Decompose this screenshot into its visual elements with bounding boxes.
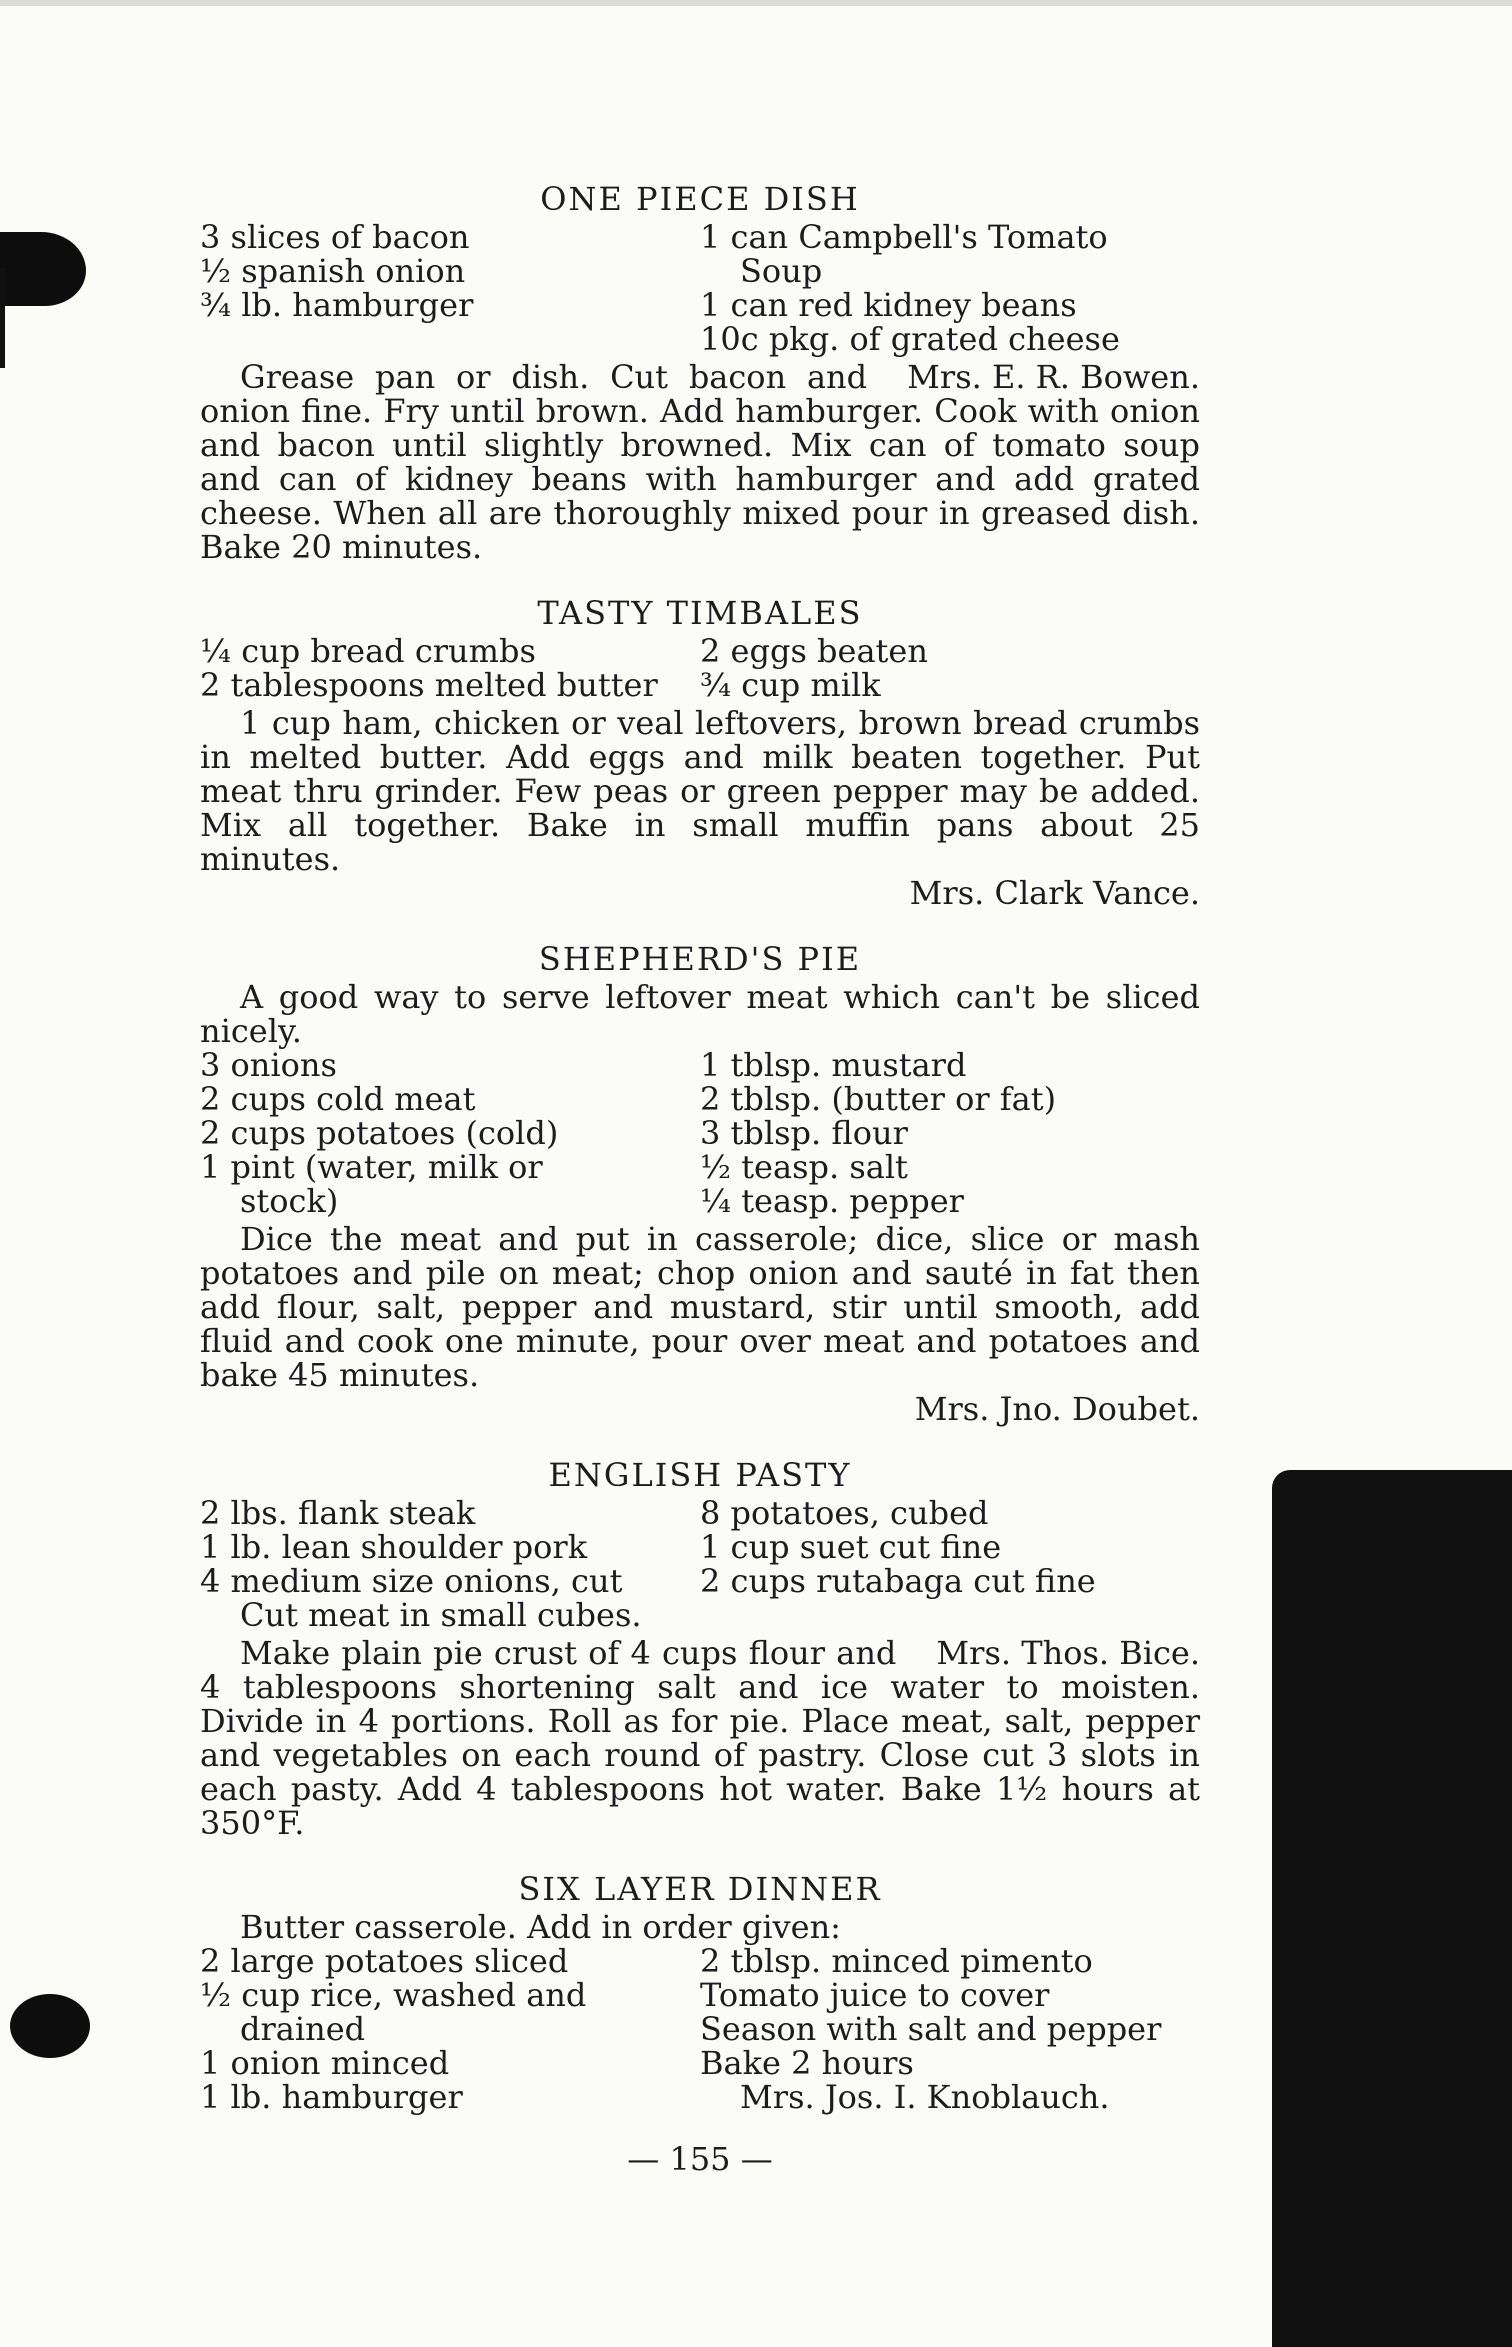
ingredient: 1 onion minced [200, 2044, 450, 2082]
ingredient: 1 lb. hamburger [200, 2078, 463, 2116]
recipe-author: Mrs. Clark Vance. [909, 874, 1200, 912]
recipe-instructions: 1 cup ham, chicken or veal leftovers, brown bread crumbs in melted butter. Add eggs and milk beaten together. Put meat thru grinder. Few peas or green pepper may be added. Mix all together. Bake in small muffin pans about 25 minutes. [200, 704, 1200, 878]
ingredient: stock) [240, 1182, 339, 1220]
ingredient: 2 tablespoons melted butter [200, 666, 658, 704]
ingredient: 2 cups rutabaga cut fine [700, 1562, 1096, 1600]
recipe-instructions: Dice the meat and put in casserole; dice, slice or mash potatoes and pile on meat; chop onion and sauté in fat then add flour, salt, pepper and mustard, stir until smooth, add fluid and cook one minute, pour over meat and potatoes and bake 45 minutes. [200, 1220, 1200, 1394]
recipe-english-pasty [200, 1458, 1200, 1840]
ingredient-list [200, 1496, 1200, 1598]
ink-blot-top [0, 232, 86, 306]
ingredient: Bake 2 hours [700, 2044, 914, 2082]
ingredient-list [200, 634, 1200, 702]
ingredient: 2 eggs beaten [700, 632, 928, 670]
recipe-one-piece-dish [200, 182, 1200, 564]
ingredient: ¼ cup bread crumbs [200, 632, 536, 670]
ingredient: 4 medium size onions, cut [200, 1562, 623, 1600]
ingredient-list [200, 220, 1200, 356]
recipe-title: ENGLISH PASTY [548, 1456, 852, 1494]
scan-shadow [1272, 1470, 1512, 2347]
page-top-edge [0, 0, 1512, 6]
ingredient: 1 pint (water, milk or [200, 1148, 543, 1186]
ingredient: 1 cup suet cut fine [700, 1528, 1002, 1566]
ingredient: ¾ cup milk [700, 666, 881, 704]
recipe-author: Mrs. Jos. I. Knoblauch. [740, 2078, 1110, 2116]
ingredient: 1 lb. lean shoulder pork [200, 1528, 588, 1566]
instructions-text: Grease pan or dish. Cut bacon and onion fine. Fry until brown. Add hamburger. Cook with onion and bacon until slightly browned. Mix can of tomato soup and can of kidney beans with hamburger and add grated cheese. When all are thoroughly mixed pour in greased dish. Bake 20 minutes. [200, 358, 1200, 566]
recipe-author: Mrs. E. R. Bowen. [907, 358, 1200, 396]
ink-blot-bottom [10, 1994, 90, 2058]
ingredient: 8 potatoes, cubed [700, 1494, 989, 1532]
recipe-tasty-timbales [200, 596, 1200, 910]
ingredient: ¾ lb. hamburger [200, 286, 474, 324]
recipe-title: SIX LAYER DINNER [518, 1870, 882, 1908]
recipe-note: Cut meat in small cubes. [240, 1596, 642, 1634]
cookbook-page [200, 182, 1200, 2176]
recipe-six-layer-dinner [200, 1872, 1200, 2114]
ingredient: 3 tblsp. flour [700, 1114, 908, 1152]
ingredient: 2 tblsp. minced pimento [700, 1942, 1093, 1980]
ingredient: 1 can Campbell's Tomato [700, 218, 1108, 256]
ingredient: Season with salt and pepper [700, 2010, 1162, 2048]
ingredient: 2 tblsp. (butter or fat) [700, 1080, 1057, 1118]
recipe-shepherds-pie [200, 942, 1200, 1426]
recipe-title: SHEPHERD'S PIE [538, 940, 862, 978]
ingredient-list [200, 1944, 1200, 2114]
ingredient: 3 onions [200, 1046, 337, 1084]
instructions-text: Make plain pie crust of 4 cups flour and 4 tablespoons shortening salt and ice water to moisten. Divide in 4 portions. Roll as for pie. Place meat, salt, pepper and vegetables on each round of pastry. Close cut 3 slots in each pasty. Add 4 tablespoons hot water. Bake 1½ hours at 350°F. [200, 1634, 1200, 1842]
ingredient: Soup [740, 252, 823, 290]
ingredient: drained [240, 2010, 366, 2048]
ingredient: 2 cups cold meat [200, 1080, 476, 1118]
recipe-instructions [200, 360, 1200, 564]
ingredient-list [200, 1048, 1200, 1218]
ingredient: 10c pkg. of grated cheese [700, 320, 1120, 358]
recipe-author: Mrs. Jno. Doubet. [914, 1390, 1200, 1428]
recipe-title: ONE PIECE DISH [540, 180, 860, 218]
ingredient: ½ teasp. salt [700, 1148, 908, 1186]
recipe-intro: Butter casserole. Add in order given: [240, 1908, 841, 1946]
recipe-intro: A good way to serve leftover meat which can't be sliced nicely. [200, 978, 1200, 1050]
ingredient: 1 can red kidney beans [700, 286, 1077, 324]
ingredient: 2 lbs. flank steak [200, 1494, 476, 1532]
page-number: — 155 — [627, 2140, 773, 2178]
recipe-instructions [200, 1636, 1200, 1840]
ingredient: 3 slices of bacon [200, 218, 470, 256]
ingredient: 1 tblsp. mustard [700, 1046, 967, 1084]
ingredient: ¼ teasp. pepper [700, 1182, 964, 1220]
recipe-title: TASTY TIMBALES [537, 594, 863, 632]
ingredient: 2 large potatoes sliced [200, 1942, 569, 1980]
recipe-author: Mrs. Thos. Bice. [936, 1634, 1200, 1672]
ingredient: Tomato juice to cover [700, 1976, 1050, 2014]
ingredient: ½ spanish onion [200, 252, 466, 290]
ingredient: 2 cups potatoes (cold) [200, 1114, 559, 1152]
page-edge-mark [0, 268, 5, 368]
ingredient: ½ cup rice, washed and [200, 1976, 587, 2014]
